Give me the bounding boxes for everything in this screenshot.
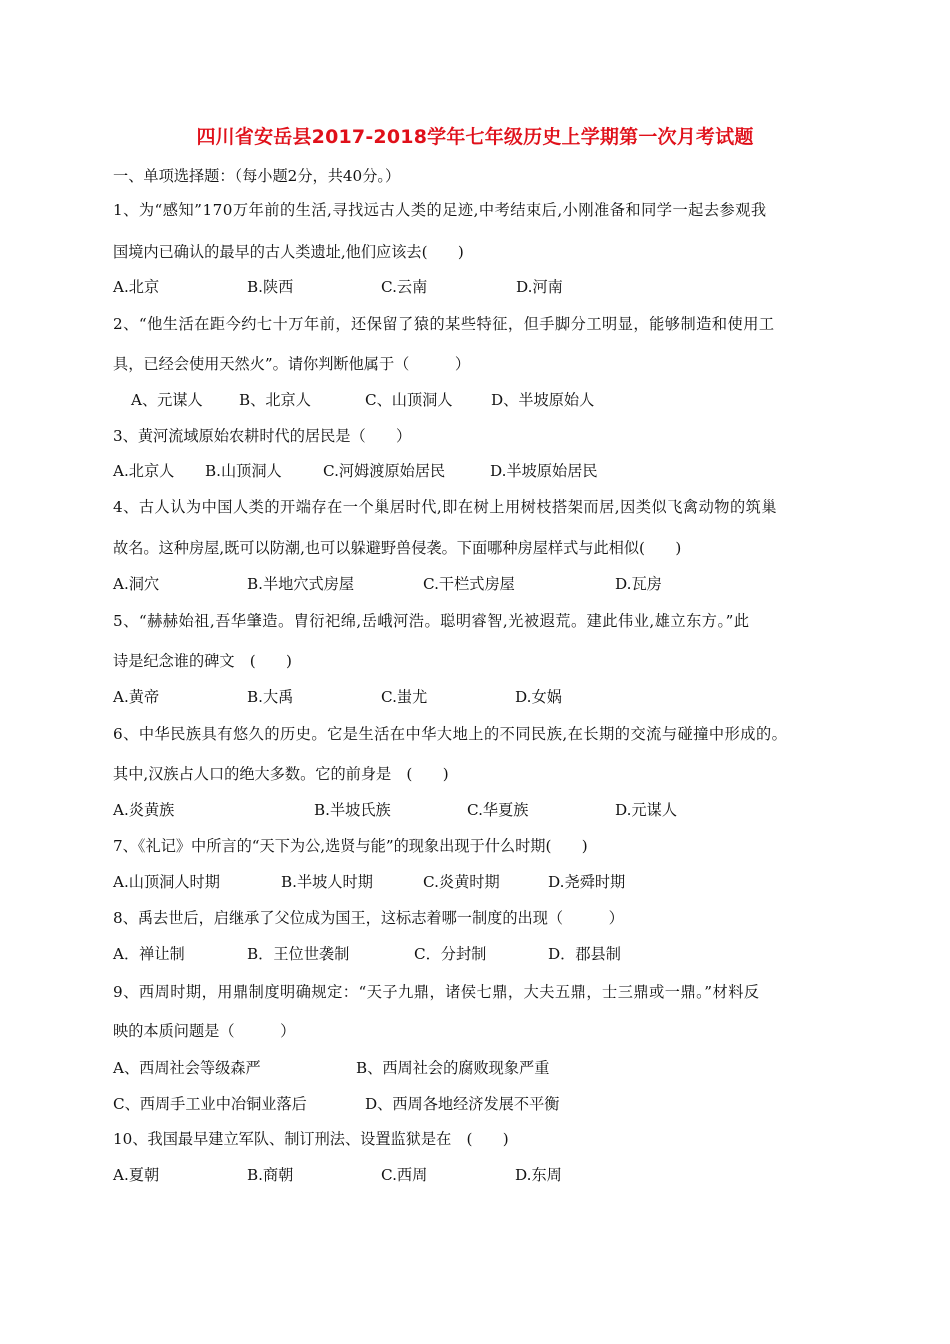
question-5-option-d: D.女娲 <box>515 688 562 706</box>
question-1-option-d: D.河南 <box>516 278 563 296</box>
exam-title: 四川省安岳县2017-2018学年七年级历史上学期第一次月考试题 <box>196 126 754 148</box>
question-10-option-c: C.西周 <box>381 1166 428 1184</box>
question-7-line-1: 7、《礼记》中所言的“天下为公,选贤与能”的现象出现于什么时期( ) <box>113 837 588 855</box>
question-4-option-a: A.洞穴 <box>113 575 160 593</box>
question-10-option-b: B.商朝 <box>247 1166 294 1184</box>
question-7-option-d: D.尧舜时期 <box>548 873 626 891</box>
question-3-option-c: C.河姆渡原始居民 <box>323 462 446 480</box>
question-8-option-b: B．王位世袭制 <box>247 945 350 963</box>
question-2-line-1: 2、“他生活在距今约七十万年前，还保留了猿的某些特征，但手脚分工明显，能够制造和使用工 <box>113 315 775 333</box>
question-7-option-c: C.炎黄时期 <box>423 873 500 891</box>
question-1-line-1: 1、为“感知”170万年前的生活,寻找远古人类的足迹,中考结束后,小刚准备和同学一起去参观我 <box>113 201 767 219</box>
question-4-option-d: D.瓦房 <box>615 575 662 593</box>
question-9-line-2: 映的本质问题是（ ） <box>113 1022 296 1040</box>
question-1-line-2: 国境内已确认的最早的古人类遗址,他们应该去( ) <box>113 243 464 261</box>
question-6-line-2: 其中,汉族占人口的绝大多数。它的前身是 ( ) <box>113 765 449 783</box>
question-8-option-d: D．郡县制 <box>548 945 621 963</box>
question-2-option-a: A、元谋人 <box>131 391 203 409</box>
question-9-line-1: 9、西周时期，用鼎制度明确规定：“天子九鼎，诸侯七鼎，大夫五鼎，士三鼎或一鼎。”材料反 <box>113 983 760 1001</box>
question-1-option-a: A.北京 <box>113 278 160 296</box>
question-7-option-b: B.半坡人时期 <box>281 873 373 891</box>
question-2-option-c: C、山顶洞人 <box>365 391 453 409</box>
question-6-option-a: A.炎黄族 <box>113 801 175 819</box>
question-10-line-1: 10、我国最早建立军队、制订刑法、设置监狱是在 ( ) <box>113 1130 509 1148</box>
question-8-option-c: C．分封制 <box>414 945 487 963</box>
question-4-option-c: C.干栏式房屋 <box>423 575 515 593</box>
question-3-option-d: D.半坡原始居民 <box>490 462 598 480</box>
question-8-option-a: A．禅让制 <box>113 945 185 963</box>
question-2-option-b: B、北京人 <box>239 391 311 409</box>
question-6-option-c: C.华夏族 <box>467 801 529 819</box>
question-3-line-1: 3、黄河流域原始农耕时代的居民是（ ） <box>113 427 412 445</box>
question-8-line-1: 8、禹去世后，启继承了父位成为国王，这标志着哪一制度的出现（ ） <box>113 909 624 927</box>
question-6-option-d: D.元谋人 <box>615 801 678 819</box>
section-heading: 一、单项选择题：（每小题2分，共40分。） <box>113 167 401 185</box>
question-5-option-a: A.黄帝 <box>113 688 160 706</box>
question-10-option-a: A.夏朝 <box>113 1166 160 1184</box>
question-5-option-c: C.蚩尤 <box>381 688 428 706</box>
question-5-line-1: 5、“赫赫始祖,吾华肇造。胄衍祀绵,岳峨河浩。聪明睿智,光被遐荒。建此伟业,雄立东方。”此 <box>113 612 750 630</box>
question-2-line-2: 具，已经会使用天然火”。请你判断他属于（ ） <box>113 355 471 373</box>
question-9-option-c: C、西周手工业中冶铜业落后 <box>113 1095 307 1113</box>
question-7-option-a: A.山顶洞人时期 <box>113 873 220 891</box>
question-3-option-b: B.山顶洞人 <box>205 462 282 480</box>
question-4-line-1: 4、古人认为中国人类的开端存在一个巢居时代,即在树上用树枝搭架而居,因类似飞禽动物的筑巢 <box>113 498 778 516</box>
question-1-option-c: C.云南 <box>381 278 428 296</box>
question-5-line-2: 诗是纪念谁的碑文 ( ) <box>113 652 292 670</box>
question-2-option-d: D、半坡原始人 <box>491 391 595 409</box>
question-4-option-b: B.半地穴式房屋 <box>247 575 355 593</box>
question-9-option-b: B、西周社会的腐败现象严重 <box>356 1059 550 1077</box>
question-5-option-b: B.大禹 <box>247 688 294 706</box>
question-6-line-1: 6、中华民族具有悠久的历史。它是生活在中华大地上的不同民族,在长期的交流与碰撞中形成的。 <box>113 725 788 743</box>
question-9-option-a: A、西周社会等级森严 <box>113 1059 261 1077</box>
question-4-line-2: 故名。这种房屋,既可以防潮,也可以躲避野兽侵袭。下面哪种房屋样式与此相似( ) <box>113 539 682 557</box>
question-3-option-a: A.北京人 <box>113 462 175 480</box>
question-6-option-b: B.半坡氏族 <box>314 801 391 819</box>
question-9-option-d: D、西周各地经济发展不平衡 <box>365 1095 560 1113</box>
question-1-option-b: B.陕西 <box>247 278 294 296</box>
question-10-option-d: D.东周 <box>515 1166 562 1184</box>
